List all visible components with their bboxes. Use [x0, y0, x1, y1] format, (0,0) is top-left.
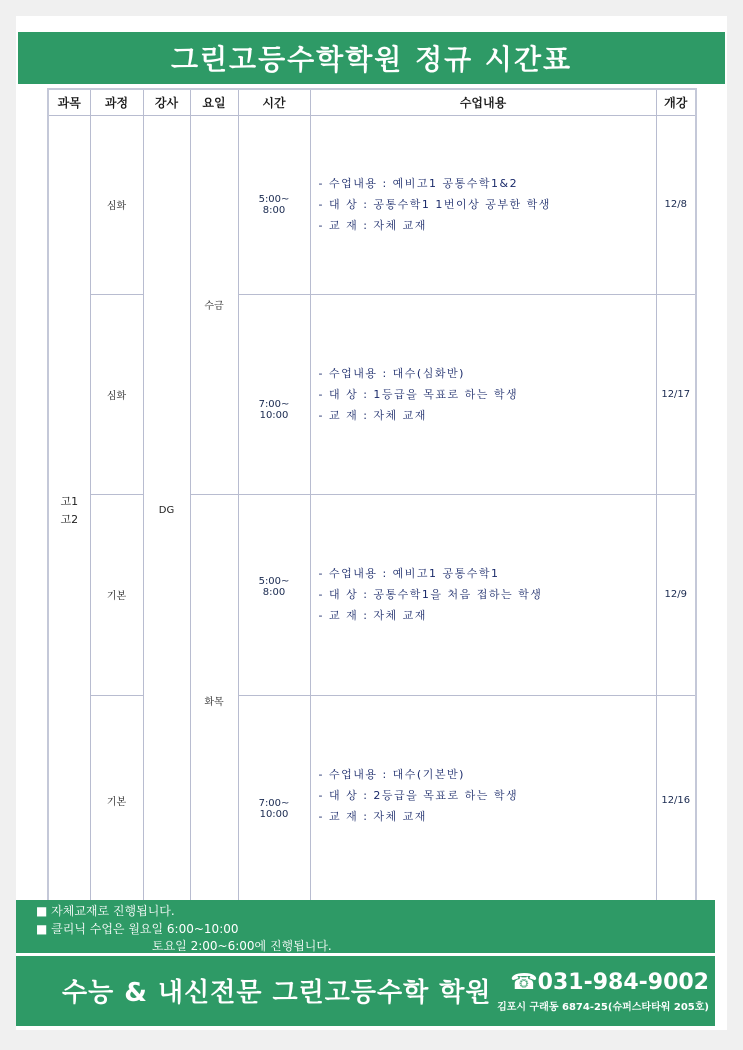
- col-header-teacher: 강사: [143, 89, 190, 115]
- content-line: - 대 상 : 공통수학1을 처음 접하는 학생: [318, 588, 543, 601]
- subject-label: 고1 고2: [60, 494, 79, 526]
- academy-address: 김포시 구래동 6874-25(슈퍼스타타워 205호): [497, 1002, 709, 1013]
- content-list: [319, 764, 656, 827]
- teacher-cell: DG: [143, 115, 190, 907]
- content-cell: [310, 115, 656, 294]
- day-cell: 수금: [190, 115, 238, 494]
- content-line: - 교 재 : 자체 교재: [318, 609, 427, 622]
- col-header-content: 수업내용: [310, 89, 656, 115]
- content-list: [319, 173, 656, 236]
- notes-bar: [16, 900, 715, 953]
- content-line: - 대 상 : 2등급을 목표로 하는 학생: [318, 789, 519, 803]
- content-cell: [310, 695, 656, 907]
- start-date-cell: 12/17: [656, 294, 696, 494]
- time-cell: [238, 115, 310, 294]
- table-row: [48, 115, 696, 294]
- time-label: 7:00~ 10:00: [258, 797, 290, 820]
- time-cell: [238, 695, 310, 907]
- content-line: - 수업내용 : 대수(심화반): [318, 366, 465, 380]
- timetable-page: [16, 16, 727, 1030]
- col-header-time: 시간: [238, 89, 310, 115]
- col-header-day: 요일: [190, 89, 238, 115]
- col-header-start-date: 개강: [656, 89, 696, 115]
- content-line: - 대 상 : 공통수학1 1번이상 공부한 학생: [318, 198, 551, 211]
- schedule-table: [47, 88, 697, 908]
- content-line: - 대 상 : 1등급을 목표로 하는 학생: [318, 387, 519, 401]
- table-header-row: [48, 89, 696, 115]
- content-line: - 교 재 : 자체 교재: [318, 408, 427, 422]
- start-date-cell: 12/9: [656, 494, 696, 695]
- page-title: 그린고등수학학원 정규 시간표: [18, 32, 725, 84]
- start-date-cell: 12/8: [656, 115, 696, 294]
- col-header-subject: 과목: [48, 89, 90, 115]
- phone-number: ☎031-984-9002: [510, 970, 709, 995]
- content-line: - 수업내용 : 예비고1 공통수학1&2: [318, 177, 519, 190]
- time-label: 7:00~ 10:00: [258, 399, 290, 421]
- note-line-2: ■ 클리닉 수업은 월요일 6:00~10:00: [36, 922, 239, 936]
- note-line-3: 토요일 2:00~6:00에 진행됩니다.: [152, 939, 332, 953]
- content-line: - 교 재 : 자체 교재: [318, 810, 427, 824]
- time-cell: [238, 494, 310, 695]
- day-cell: 화목: [190, 494, 238, 907]
- note-line-1: ■ 자체교재로 진행됩니다.: [36, 904, 175, 918]
- content-line: - 수업내용 : 대수(기본반): [318, 768, 465, 782]
- academy-slogan: 수능 & 내신전문 그린고등수학 학원: [62, 978, 492, 1008]
- content-line: - 수업내용 : 예비고1 공통수학1: [318, 567, 500, 580]
- subject-cell: [48, 115, 90, 907]
- content-list: [319, 363, 656, 426]
- time-label: 5:00~ 8:00: [258, 193, 290, 216]
- course-cell: 기본: [90, 695, 143, 907]
- course-cell: 기본: [90, 494, 143, 695]
- col-header-course: 과정: [90, 89, 143, 115]
- content-cell: [310, 294, 656, 494]
- content-line: - 교 재 : 자체 교재: [318, 219, 427, 232]
- course-cell: 심화: [90, 115, 143, 294]
- content-list: [319, 563, 656, 626]
- footer-bar: [16, 956, 715, 1026]
- time-cell: [238, 294, 310, 494]
- course-cell: 심화: [90, 294, 143, 494]
- start-date-cell: 12/16: [656, 695, 696, 907]
- content-cell: [310, 494, 656, 695]
- time-label: 5:00~ 8:00: [258, 575, 290, 598]
